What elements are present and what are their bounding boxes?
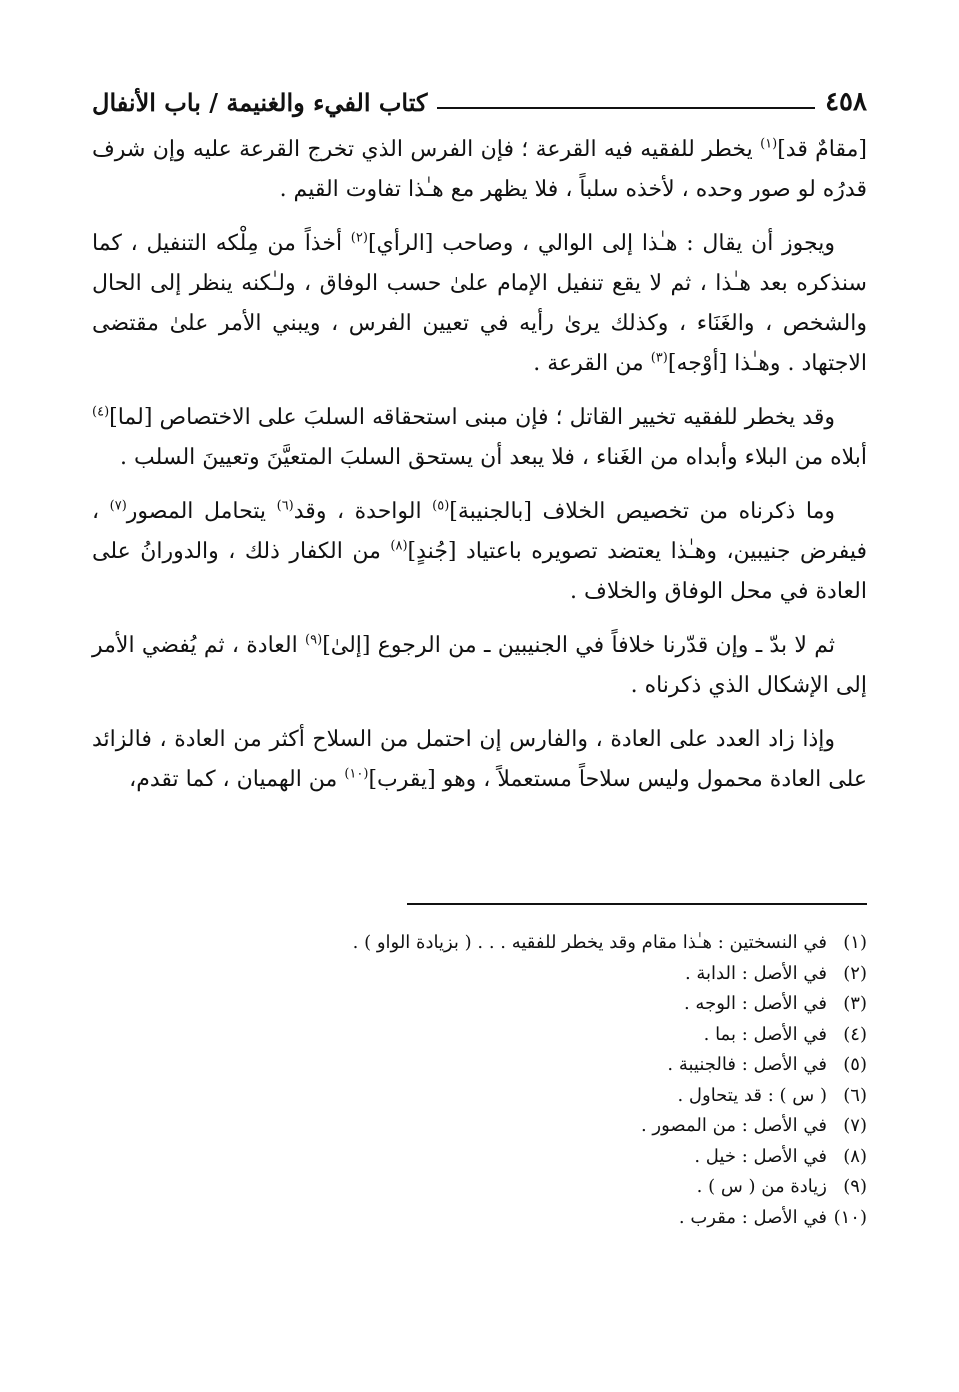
footnote-ref: (٥) xyxy=(432,498,450,514)
footnote-number: (١) xyxy=(843,932,867,953)
text-segment: من القرعة . xyxy=(533,351,651,376)
text-segment: أخذاً من مِلْكه التنفيل ، كما سنذكره بعد هـٰذا ، ثم لا يقع تنفيل الإمام علىٰ حسب الوفاق ، ولـٰكنه ينظر إلى الحال والشخص ، والغَنَاء ، وكذلك يرىٰ رأيه في تعيين الفرس ، ويبني الأمر علىٰ مقتضى الاجتهاد . وهـٰذا [أوْجه] xyxy=(92,231,867,376)
footnote-ref: (٦) xyxy=(276,498,294,514)
text-segment: ثم لا بدّ ـ وإن قدّرنا خلافاً في الجنيبين ـ من الرجوع [إلىٰ] xyxy=(322,633,835,658)
footnote-ref: (٤) xyxy=(92,404,110,420)
text-segment: [مقامٌ قد] xyxy=(777,137,867,162)
paragraph xyxy=(92,224,867,384)
header-title: كتاب الفيء والغنيمة / باب الأنفال xyxy=(92,87,428,117)
paragraph xyxy=(92,720,867,800)
footnote xyxy=(92,1172,867,1203)
footnote-text: في الأصل : بما . xyxy=(703,1023,827,1045)
paragraph xyxy=(92,492,867,612)
paragraph xyxy=(92,398,867,478)
footnote-ref: (١) xyxy=(760,136,778,152)
header-rule xyxy=(437,107,815,109)
footnote-text: في النسختين : هـٰذا مقام وقد يخطر للفقيه . . . ( بزيادة الواو ) . xyxy=(352,932,827,953)
text-segment: يخطر للفقيه فيه القرعة ؛ فإن الفرس الذي تخرج القرعة عليه وإن شرف قدرُه لو صور وحده ، لأخذه سلباً ، فلا يظهر مع هـٰذا تفاوت القيم . xyxy=(92,137,867,202)
footnote xyxy=(92,989,867,1020)
text-segment: ويجوز أن يقال : هـٰذا إلى الوالي ، وصاحب [الرأي] xyxy=(367,231,835,256)
footnote-text: في الأصل : مقرب . xyxy=(678,1206,827,1228)
text-segment: ، فيفرض جنيبين، وهـٰذا يعتضد تصويره باعتياد [جُندٍ] xyxy=(92,499,867,564)
footnote-text: ( س ) : قد يتحاول . xyxy=(677,1084,827,1106)
paragraph xyxy=(92,626,867,706)
footnote-text: زيادة من ( س ) . xyxy=(696,1176,827,1197)
footnote-number: (٤) xyxy=(843,1023,867,1045)
text-segment: من الكفار ذلك ، والدورانُ على العادة في محل الوفاق والخلاف . xyxy=(92,539,867,604)
footnote xyxy=(92,1111,867,1142)
footnote xyxy=(92,1203,867,1234)
text-segment: وما ذكرناه من تخصيص الخلاف [بالجنيبة] xyxy=(449,499,835,524)
text-segment: العادة ، ثم يُفضي الأمر إلى الإشكال الذي ذكرناه . xyxy=(92,633,867,698)
footnote-ref: (٧) xyxy=(109,498,127,514)
footnote-ref: (٣) xyxy=(650,350,668,366)
footnote-separator xyxy=(407,903,867,905)
footnote-text: في الأصل : فالجنيبة . xyxy=(667,1054,827,1075)
footnote-text: في الأصل : الوجه . xyxy=(683,993,827,1014)
text-segment: أبلاه من البلاء وأبداه من الغَناء ، فلا يبعد أن يستحق السلبَ المتعيَّنَ وتعيينَ السلب . xyxy=(119,445,867,470)
footnote-text: في الأصل : من المصور . xyxy=(640,1115,827,1136)
footnote-number: (٦) xyxy=(843,1084,867,1106)
footnote-ref: (٨) xyxy=(390,538,408,554)
footnote xyxy=(92,928,867,959)
page-number: ٤٥٨ xyxy=(825,87,867,117)
text-segment: وإذا زاد العدد على العادة ، والفارس إن احتمل من السلاح أكثر من العادة ، فالزائد على العادة محمول وليس سلاحاً مستعملاً ، وهو [يقرب] xyxy=(92,727,867,792)
footnote-text: في الأصل : خيل . xyxy=(694,1145,827,1167)
main-text xyxy=(92,130,867,814)
text-segment: الواحدة ، وقد xyxy=(293,499,433,524)
footnote-ref: (١٠) xyxy=(344,766,369,782)
footnote xyxy=(92,1142,867,1173)
footnote xyxy=(92,959,867,990)
footnote xyxy=(92,1081,867,1112)
text-segment: وقد يخطر للفقيه تخيير القاتل ؛ فإن مبنى استحقاقه السلبَ على الاختصاص [لما] xyxy=(109,405,835,430)
footnote-number: (٥) xyxy=(843,1054,867,1075)
footnote-number: (٩) xyxy=(843,1176,867,1197)
footnotes xyxy=(92,928,867,1233)
footnote-ref: (٩) xyxy=(305,632,323,648)
paragraph xyxy=(92,130,867,210)
footnote-number: (٣) xyxy=(843,993,867,1014)
text-segment: من الهميان ، كما تقدم، xyxy=(129,767,345,792)
footnote-text: في الأصل : الدابة . xyxy=(684,962,827,984)
footnote-number: (٢) xyxy=(843,962,867,984)
text-segment: يتحامل المصور xyxy=(126,499,277,524)
footnote-ref: (٢) xyxy=(350,230,368,246)
running-header xyxy=(92,82,867,122)
footnote xyxy=(92,1020,867,1051)
footnote-number: (١٠) xyxy=(833,1206,867,1228)
footnote-number: (٨) xyxy=(843,1145,867,1167)
footnote xyxy=(92,1050,867,1081)
footnote-number: (٧) xyxy=(843,1115,867,1136)
